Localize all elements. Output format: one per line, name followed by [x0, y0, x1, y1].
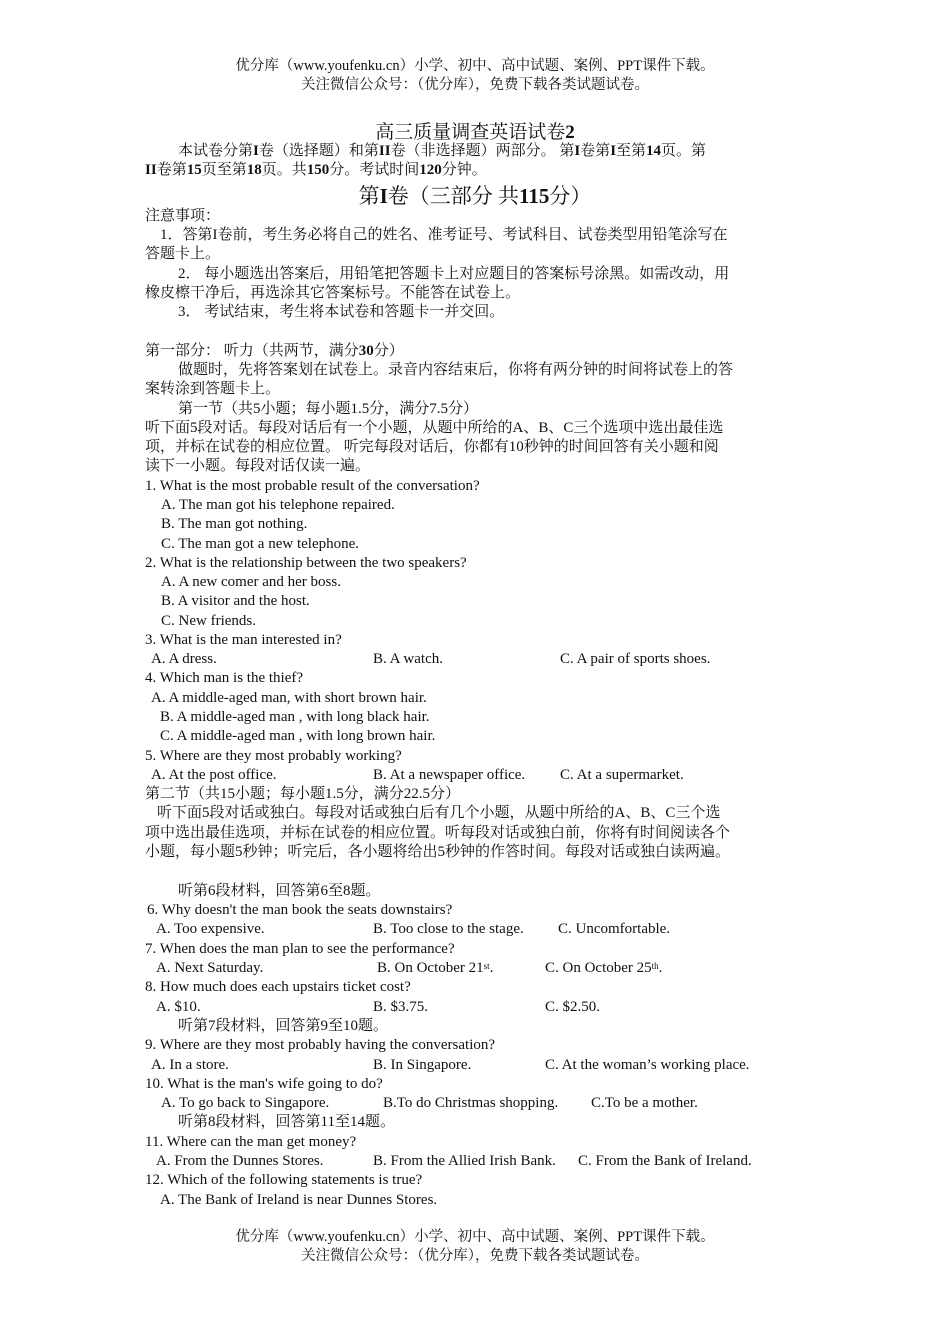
question-12: 12. Which of the following statements is true? — [145, 1172, 423, 1188]
q4-option-c: C. A middle-aged man , with long brown hair. — [160, 728, 436, 744]
notice-1-line-1: 1．答第I卷前，考生务必将自己的姓名、准考证号、考试科目、试卷类型用铅笔涂写在 — [160, 227, 728, 243]
q10-option-b: B.To do Christmas shopping. — [383, 1095, 559, 1111]
section-2-desc-1: 听下面5段对话或独白。每段对话或独白后有几个小题，从题中所给的A、B、C三个选 — [157, 805, 721, 821]
notice-2-line-1: 2． 每小题选出答案后，用铅笔把答题卡上对应题目的答案标号涂黑。如需改动，用 — [178, 266, 730, 282]
q6-option-c: C. Uncomfortable. — [558, 921, 671, 937]
q3-option-b: B. A watch. — [373, 651, 443, 667]
section-2-title: 第二节（共15小题；每小题1.5分，满分22.5分） — [145, 786, 461, 802]
q5-option-a: A. At the post office. — [151, 767, 277, 783]
q1-option-a: A. The man got his telephone repaired. — [161, 497, 395, 513]
q9-option-b: B. In Singapore. — [373, 1057, 472, 1073]
header-line-2: 关注微信公众号：（优分库），免费下载各类试题试卷。 — [301, 77, 649, 93]
q5-option-c: C. At a supermarket. — [560, 767, 684, 783]
q11-option-a: A. From the Dunnes Stores. — [156, 1153, 324, 1169]
q4-option-a: A. A middle-aged man, with short brown hair. — [151, 690, 427, 706]
footer-line-1: 优分库（www.youfenku.cn）小学、初中、高中试题、案例、PPT课件下载。 — [235, 1229, 715, 1245]
q9-option-c: C. At the woman’s working place. — [545, 1057, 750, 1073]
question-9: 9. Where are they most probably having the conversation? — [145, 1037, 496, 1053]
header-line-1: 优分库（www.youfenku.cn）小学、初中、高中试题、案例、PPT课件下载。 — [235, 58, 715, 74]
q2-option-b: B. A visitor and the host. — [161, 593, 310, 609]
q11-option-b: B. From the Allied Irish Bank. — [373, 1153, 556, 1169]
q2-option-c: C. New friends. — [161, 613, 256, 629]
intro-line-1: 本试卷分第I卷（选择题）和第II卷（非选择题）两部分。 第I卷第I至第14页。第 — [178, 143, 707, 159]
part1-desc-2: 案转涂到答题卡上。 — [145, 381, 281, 397]
q7-option-a: A. Next Saturday. — [156, 960, 264, 976]
q2-option-a: A. A new comer and her boss. — [161, 574, 341, 590]
material-8-heading: 听第8段材料，回答第11至14题。 — [178, 1114, 395, 1130]
question-2: 2. What is the relationship between the two speakers? — [145, 555, 467, 571]
q4-option-b: B. A middle-aged man , with long black hair. — [160, 709, 430, 725]
part1-title: 第一部分： 听力（共两节，满分30分） — [145, 343, 404, 359]
q7-option-c: C. On October 25th. — [545, 960, 663, 976]
q8-option-b: B. $3.75. — [373, 999, 429, 1015]
q1-option-c: C. The man got a new telephone. — [161, 536, 360, 552]
q8-option-c: C. $2.50. — [545, 999, 601, 1015]
section-1-title: 第一节（共5小题；每小题1.5分，满分7.5分） — [178, 401, 479, 417]
q10-option-a: A. To go back to Singapore. — [161, 1095, 330, 1111]
question-10: 10. What is the man's wife going to do? — [145, 1076, 383, 1092]
q3-option-a: A. A dress. — [151, 651, 217, 667]
section-1-desc-1: 听下面5段对话。每段对话后有一个小题，从题中所给的A、B、C三个选项中选出最佳选 — [145, 420, 724, 436]
q9-option-a: A. In a store. — [151, 1057, 229, 1073]
notice-title: 注意事项： — [145, 208, 221, 224]
q8-option-a: A. $10. — [156, 999, 201, 1015]
q10-option-c: C.To be a mother. — [591, 1095, 698, 1111]
question-1: 1. What is the most probable result of the conversation? — [145, 478, 480, 494]
q3-option-c: C. A pair of sports shoes. — [560, 651, 711, 667]
question-3: 3. What is the man interested in? — [145, 632, 342, 648]
notice-3: 3． 考试结束，考生将本试卷和答题卡一并交回。 — [178, 304, 505, 320]
material-7-heading: 听第7段材料，回答第9至10题。 — [178, 1018, 389, 1034]
q5-option-b: B. At a newspaper office. — [373, 767, 526, 783]
notice-2-line-2: 橡皮檫干净后，再选涂其它答案标号。不能答在试卷上。 — [145, 285, 521, 301]
section-2-desc-3: 小题，每小题5秒钟；听完后，各小题将给出5秒钟的作答时间。每段对话或独白读两遍。 — [145, 844, 731, 860]
volume-1-title: 第I卷（三部分 共115分） — [358, 184, 592, 208]
question-7: 7. When does the man plan to see the performance? — [145, 941, 455, 957]
q11-option-c: C. From the Bank of Ireland. — [578, 1153, 752, 1169]
section-1-desc-3: 读下一小题。每段对话仅读一遍。 — [145, 458, 371, 474]
question-5: 5. Where are they most probably working? — [145, 748, 402, 764]
question-6: 6. Why doesn't the man book the seats downstairs? — [147, 902, 453, 918]
q6-option-a: A. Too expensive. — [156, 921, 265, 937]
notice-1-line-2: 答题卡上。 — [145, 246, 221, 262]
q6-option-b: B. Too close to the stage. — [373, 921, 524, 937]
footer-line-2: 关注微信公众号：（优分库），免费下载各类试题试卷。 — [301, 1248, 649, 1264]
exam-title: 高三质量调查英语试卷2 — [375, 122, 575, 143]
section-2-desc-2: 项中选出最佳选项，并标在试卷的相应位置。听每段对话或独白前，你将有时间阅读各个 — [145, 825, 731, 841]
question-11: 11. Where can the man get money? — [145, 1134, 357, 1150]
q1-option-b: B. The man got nothing. — [161, 516, 308, 532]
question-8: 8. How much does each upstairs ticket cost? — [145, 979, 411, 995]
part1-desc-1: 做题时，先将答案划在试卷上。录音内容结束后，你将有两分钟的时间将试卷上的答 — [178, 362, 734, 378]
q12-option-a: A. The Bank of Ireland is near Dunnes Stores. — [160, 1192, 438, 1208]
intro-line-2: II卷第15页至第18页。共150分。考试时间120分钟。 — [145, 162, 487, 178]
q7-option-b: B. On October 21st. — [377, 960, 494, 976]
question-4: 4. Which man is the thief? — [145, 670, 304, 686]
material-6-heading: 听第6段材料，回答第6至8题。 — [178, 883, 381, 899]
section-1-desc-2: 项，并标在试卷的相应位置。 听完每段对话后，你都有10秒钟的时间回答有关小题和阅 — [145, 439, 719, 455]
